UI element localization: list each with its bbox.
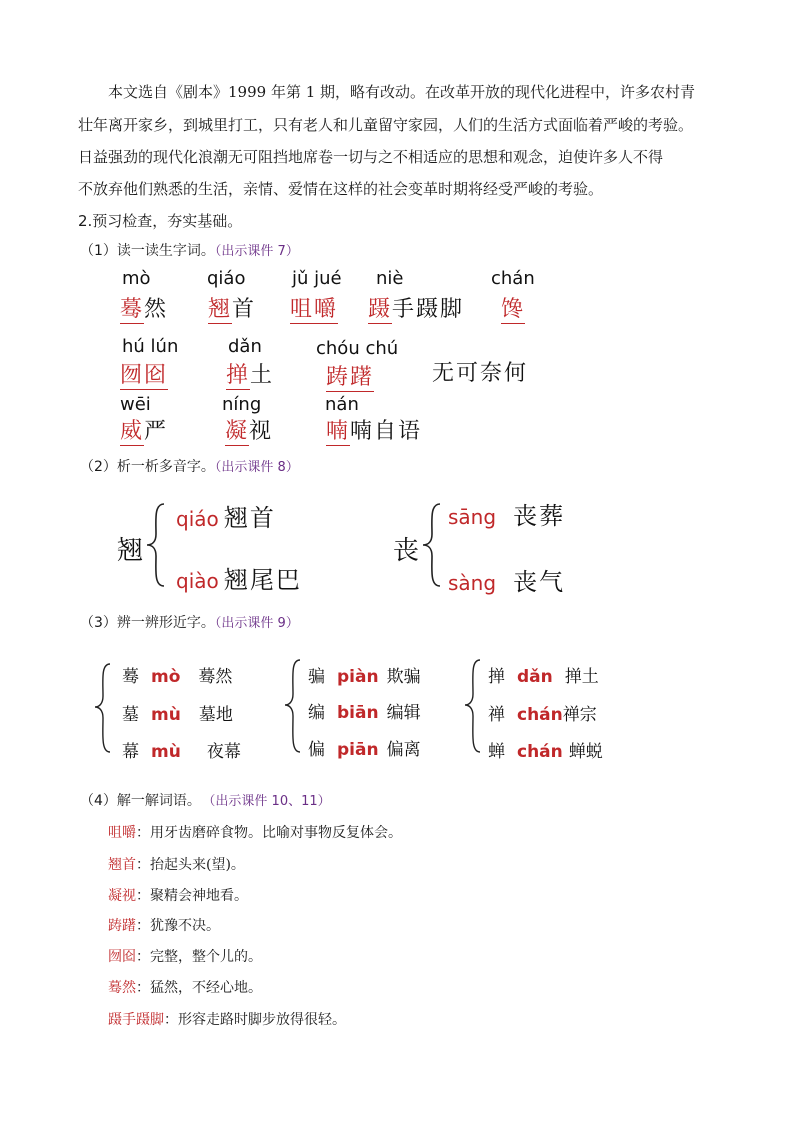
intro-line-4: 不放弃他们熟悉的生活，亲情、爱情在这样的社会变革时期将经受严峻的考验。 — [78, 180, 604, 198]
brace-icon — [462, 656, 484, 756]
vocab-word: 蓦然 — [120, 297, 169, 322]
subsection-2-label: （2）析一析多音字。 — [80, 459, 215, 475]
subsection-2-heading — [80, 456, 299, 476]
brace-icon — [282, 656, 304, 756]
pinyin: hú lún — [122, 336, 179, 357]
similar-row: 禅 chán禅宗 — [488, 705, 597, 725]
pinyin: chán — [491, 268, 535, 289]
subsection-1-slide: （出示课件 7） — [214, 244, 299, 259]
vocab-word: 囫囵 — [120, 363, 169, 388]
brace-icon — [144, 500, 168, 590]
definition-item: 囫囵：完整，整个儿的。 — [108, 949, 262, 965]
similar-row: 编 biān 编辑 — [308, 703, 421, 723]
vocab-word: 踌躇 — [326, 365, 375, 390]
vocab-word: 蹑手蹑脚 — [368, 297, 465, 322]
polyphone-item: sāng 丧葬 — [448, 502, 566, 530]
vocab-word: 翘首 — [208, 297, 257, 322]
subsection-3-label: （3）辨一辨形近字。 — [80, 615, 215, 631]
definition-item: 蹑手蹑脚：形容走路时脚步放得很轻。 — [108, 1012, 346, 1028]
similar-row: 偏 piān 偏离 — [308, 740, 421, 760]
similar-row: 蝉 chán 蝉蜕 — [488, 742, 603, 762]
intro-line-3: 日益强劲的现代化浪潮无可阻挡地席卷一切与之不相适应的思想和观念，迫使许多人不得 — [78, 148, 664, 166]
similar-row: 掸 dǎn 掸土 — [488, 667, 599, 687]
subsection-4-slide: （出示课件 10、11） — [208, 794, 331, 809]
definition-item: 翘首：抬起头来(望)。 — [108, 857, 245, 873]
subsection-2-slide: （出示课件 8） — [214, 460, 299, 475]
pinyin: qiáo — [207, 268, 246, 289]
intro-line-2: 壮年离开家乡，到城里打工，只有老人和儿童留守家园，人们的生活方式面临着严峻的考验。 — [78, 116, 694, 134]
subsection-4-label: （4）解一解词语。 — [80, 793, 201, 809]
pinyin: níng — [222, 394, 262, 415]
section-2-title: 2.预习检查，夯实基础。 — [78, 212, 243, 230]
subsection-4-heading — [80, 790, 331, 810]
vocab-word: 喃喃自语 — [326, 419, 423, 444]
vocab-word: 无可奈何 — [432, 361, 529, 386]
definition-item: 踌躇：犹豫不决。 — [108, 918, 220, 934]
vocab-word: 咀嚼 — [290, 297, 339, 322]
similar-row: 蓦 mò 蓦然 — [122, 667, 233, 687]
similar-row: 幕 mù 夜幕 — [122, 742, 241, 762]
polyphone-char: 翘 — [117, 536, 144, 566]
pinyin: wēi — [120, 394, 151, 415]
polyphone-item: qiáo 翘首 — [176, 504, 276, 532]
vocab-word: 凝视 — [225, 419, 274, 444]
subsection-3-heading — [80, 612, 299, 632]
definition-item: 凝视：聚精会神地看。 — [108, 888, 248, 904]
pinyin: mò — [122, 268, 151, 289]
polyphone-item: qiào 翘尾巴 — [176, 566, 302, 594]
similar-row: 骗 piàn 欺骗 — [308, 667, 421, 687]
polyphone-item: sàng 丧气 — [448, 568, 566, 596]
subsection-3-slide: （出示课件 9） — [214, 616, 299, 631]
brace-icon — [420, 500, 444, 590]
pinyin: niè — [376, 268, 404, 289]
pinyin: jǔ jué — [292, 268, 342, 289]
pinyin: nán — [325, 394, 359, 415]
similar-row: 墓 mù 墓地 — [122, 705, 233, 725]
vocab-word: 馋 — [501, 297, 526, 322]
definition-item: 蓦然：猛然，不经心地。 — [108, 980, 262, 996]
intro-line-1: 本文选自《剧本》1999 年第 1 期，略有改动。在改革开放的现代化进程中，许多农村青 — [108, 83, 696, 101]
vocab-word: 威严 — [120, 419, 169, 444]
definition-item: 咀嚼：用牙齿磨碎食物。比喻对事物反复体会。 — [108, 825, 402, 841]
pinyin: dǎn — [228, 336, 262, 357]
polyphone-char: 丧 — [393, 536, 420, 566]
subsection-1-heading — [80, 240, 299, 260]
pinyin: chóu chú — [316, 338, 399, 359]
subsection-1-label: （1）读一读生字词。 — [80, 243, 215, 259]
vocab-word: 掸土 — [226, 363, 275, 388]
brace-icon — [92, 660, 114, 756]
